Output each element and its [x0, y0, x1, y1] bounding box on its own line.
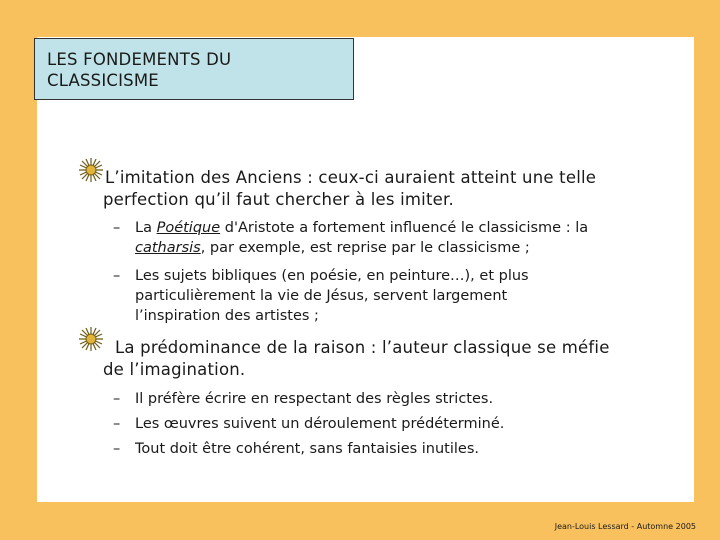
sub-item-regles: Il préfère écrire en respectant des règles strictes.	[135, 391, 494, 407]
bullet-raison	[103, 337, 633, 381]
footer-credit: Jean-Louis Lessard - Automne 2005	[554, 522, 696, 531]
dash-marker: –	[113, 268, 121, 284]
sun-burst-icon	[78, 157, 104, 183]
bullet-text: L’imitation des Anciens : ceux-ci auraient atteint une telle perfection qu’il faut chercher à les imiter.	[103, 168, 597, 209]
sub-item-coherent: Tout doit être cohérent, sans fantaisies inutiles.	[135, 441, 480, 457]
dash-marker: –	[113, 391, 121, 407]
sun-burst-icon	[78, 326, 104, 352]
catharsis-term: catharsis	[135, 240, 201, 256]
bullet-text: La prédominance de la raison : l’auteur classique se méfie de l’imagination.	[103, 338, 610, 379]
title-text: LES FONDEMENTS DU CLASSICISME	[47, 50, 232, 90]
slide-title	[34, 38, 354, 100]
dash-marker: –	[113, 441, 121, 457]
dash-marker: –	[113, 416, 121, 432]
sub-item-poetique: La Poétique d'Aristote a fortement influencé le classicisme : la catharsis, par exemple, est reprise par le classicisme ;	[135, 220, 589, 256]
dash-marker: –	[113, 220, 121, 236]
bullet-imitation	[103, 167, 663, 211]
poetique-term: Poétique	[156, 220, 221, 236]
sub-item-sujets-bibliques: Les sujets bibliques (en poésie, en peinture…), et plus particulièrement la vie de Jésus, servent largement l’inspiration des artistes ;	[135, 268, 529, 324]
sub-item-deroulement: Les œuvres suivent un déroulement prédéterminé.	[135, 416, 505, 432]
